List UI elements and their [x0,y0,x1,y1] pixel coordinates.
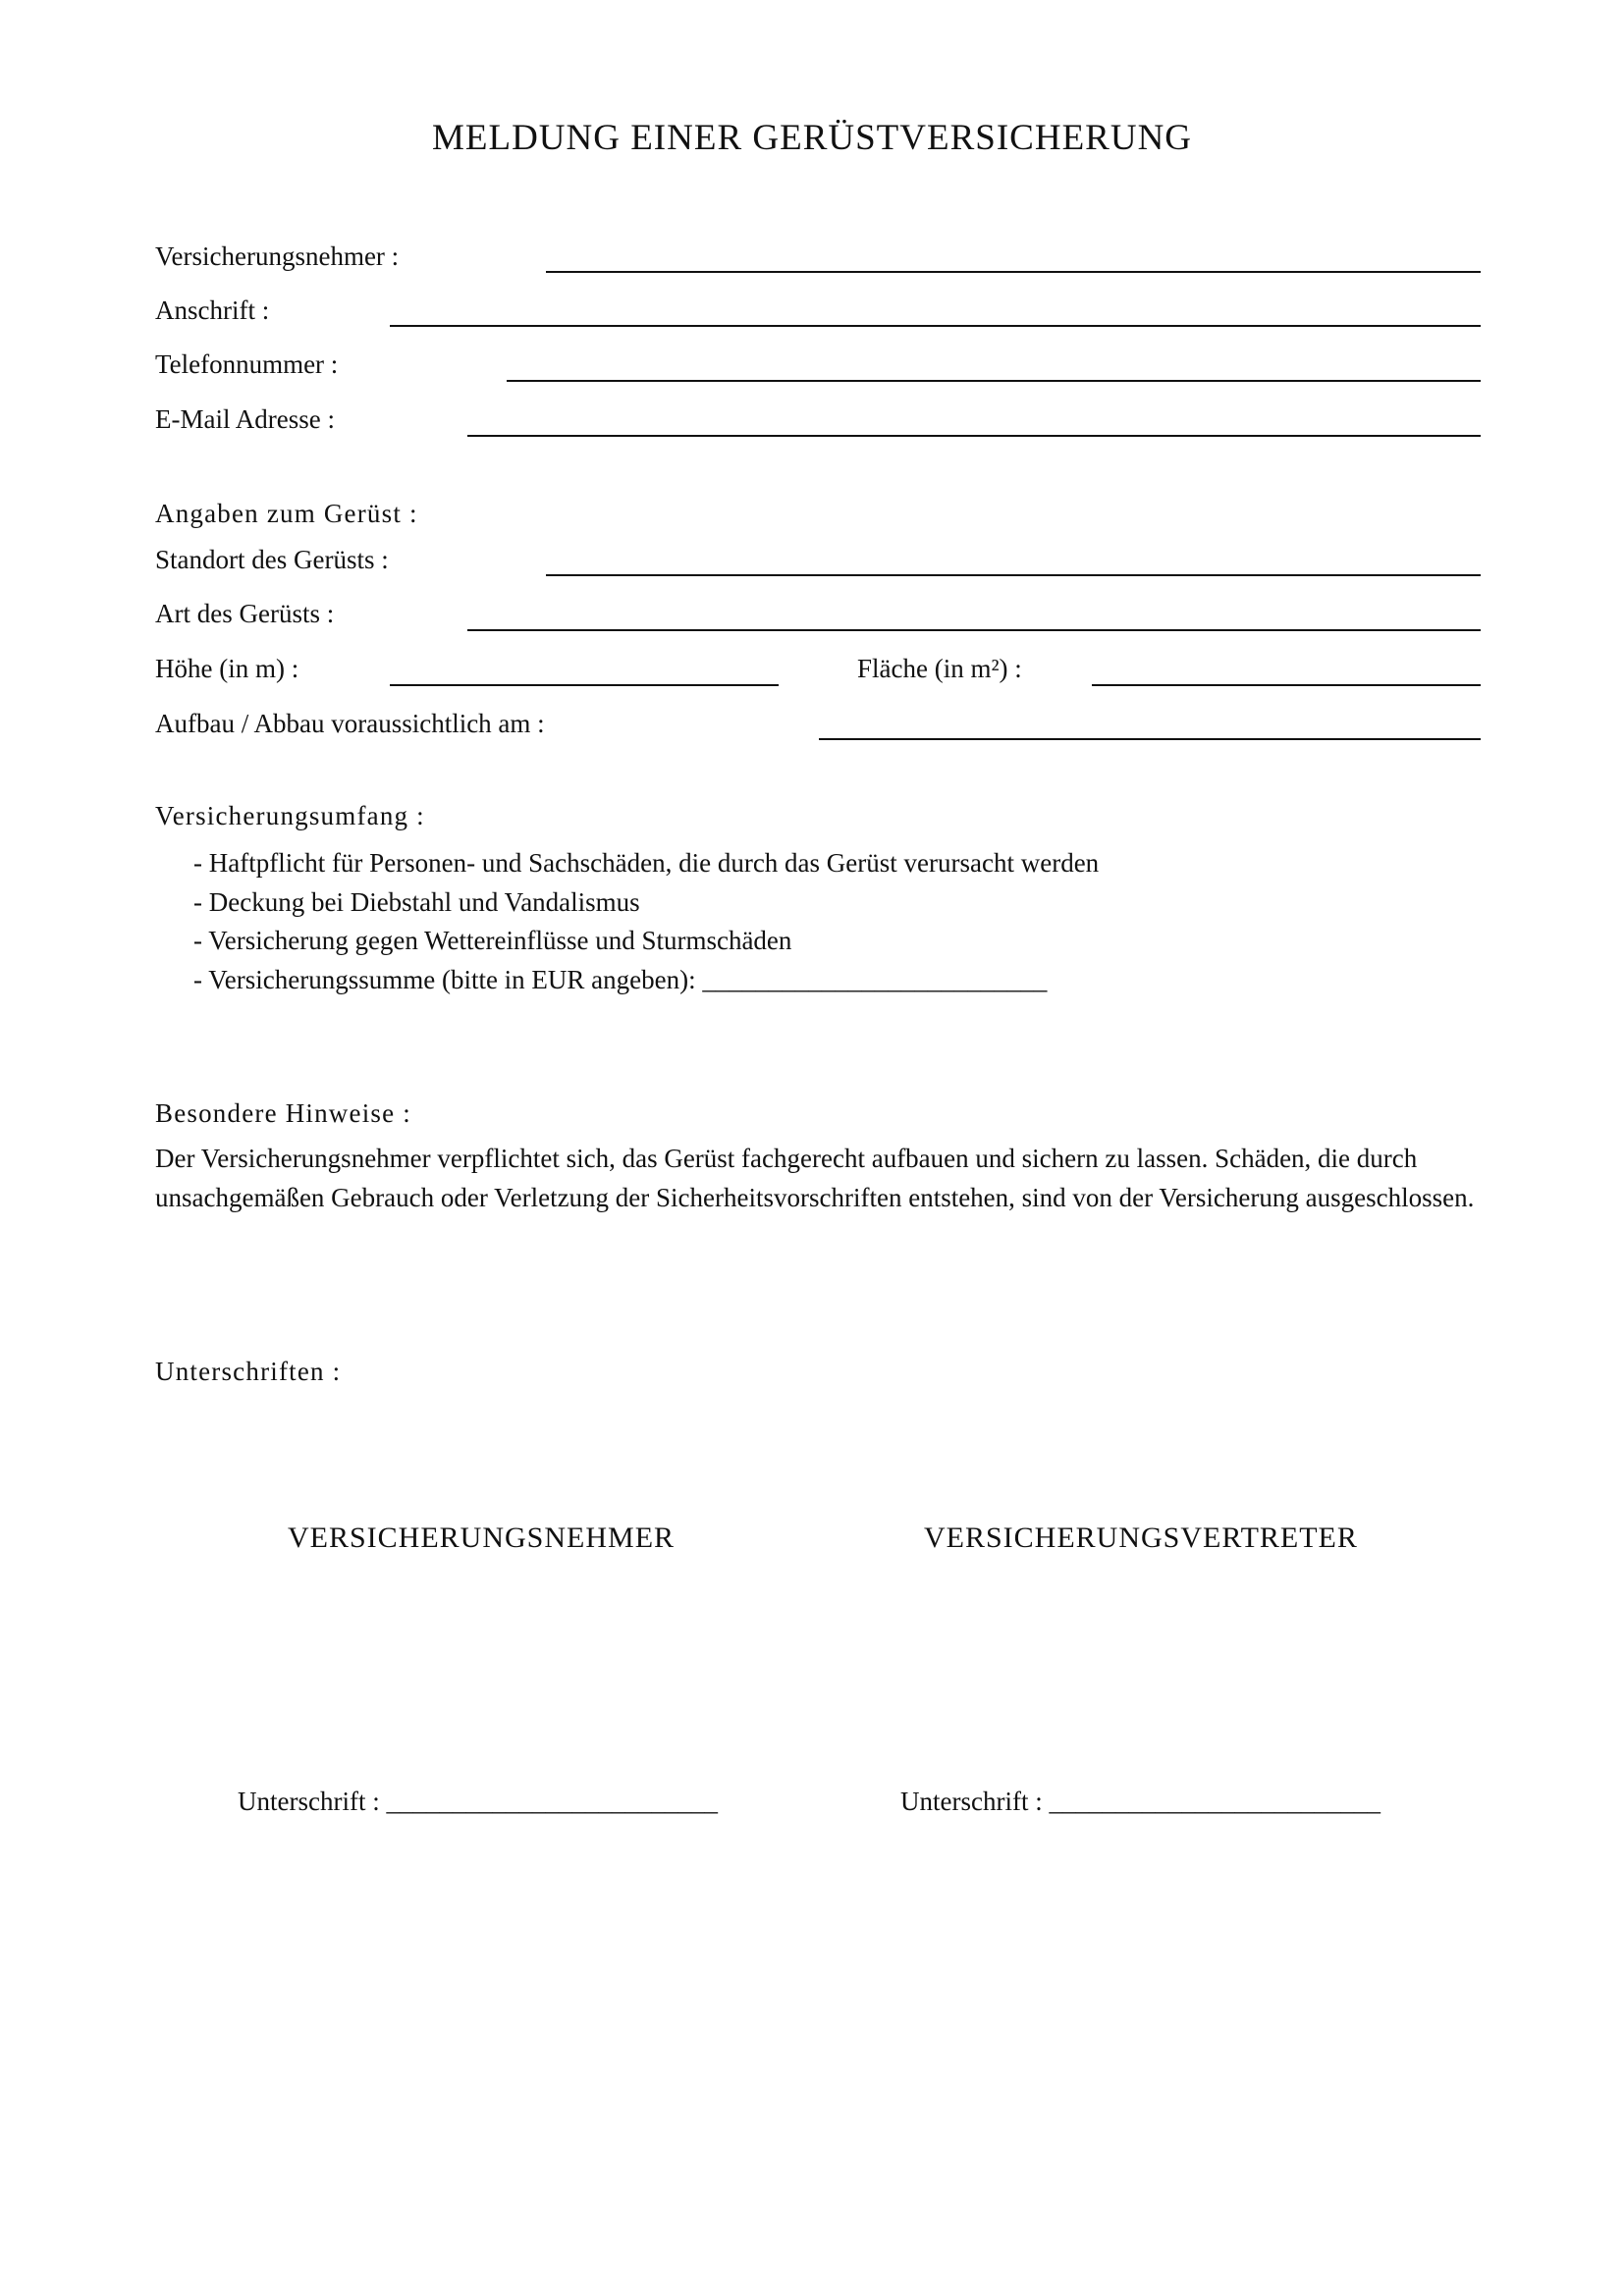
scaffold-type-label: Art des Gerüsts : [155,599,335,628]
assembly-date-label: Aufbau / Abbau voraussichtlich am : [155,709,545,738]
signature-title-policyholder: VERSICHERUNGSNEHMER [288,1522,676,1554]
coverage-item-sum[interactable]: - Versicherungssumme (bitte in EUR angeben): __________________________ [193,965,1048,994]
notes-paragraph: Der Versicherungsnehmer verpflichtet sich, das Gerüst fachgerecht aufbauen und sichern zu lassen. Schäden, die durch unsachgemäßen Gebrauch oder Verletzung der Sicherheitsvorschriften entstehen, sind von der Versicherung ausgeschlossen. [155,1144,1475,1212]
assembly-date-line[interactable] [819,738,1481,740]
signatures-heading: Unterschriften : [155,1357,342,1386]
height-line[interactable] [390,684,779,686]
coverage-heading: Versicherungsumfang : [155,801,425,830]
coverage-item-theft: - Deckung bei Diebstahl und Vandalismus [193,887,640,917]
scaffold-location-label: Standort des Gerüsts : [155,545,389,574]
address-label: Anschrift : [155,295,270,325]
area-line[interactable] [1092,684,1481,686]
scaffold-location-line[interactable] [546,574,1481,576]
scaffold-type-line[interactable] [467,629,1481,631]
address-line[interactable] [390,325,1481,327]
signature-line-agent[interactable]: Unterschrift : _________________________ [900,1787,1380,1816]
height-label: Höhe (in m) : [155,654,299,683]
coverage-item-liability: - Haftpflicht für Personen- und Sachschäden, die durch das Gerüst verursacht werden [193,848,1100,878]
notes-heading: Besondere Hinweise : [155,1098,411,1128]
email-label: E-Mail Adresse : [155,404,335,434]
coverage-item-weather: - Versicherung gegen Wettereinflüsse und Sturmschäden [193,926,792,955]
scaffold-heading: Angaben zum Gerüst : [155,499,418,528]
email-line[interactable] [467,435,1481,437]
area-label: Fläche (in m²) : [857,654,1022,683]
document-title: MELDUNG EINER GERÜSTVERSICHERUNG [431,118,1193,158]
policyholder-name-label: Versicherungsnehmer : [155,241,400,271]
signature-title-agent: VERSICHERUNGSVERTRETER [924,1522,1358,1554]
signature-line-policyholder[interactable]: Unterschrift : _________________________ [238,1787,718,1816]
phone-line[interactable] [507,380,1481,382]
phone-label: Telefonnummer : [155,349,339,379]
policyholder-name-line[interactable] [546,271,1481,273]
